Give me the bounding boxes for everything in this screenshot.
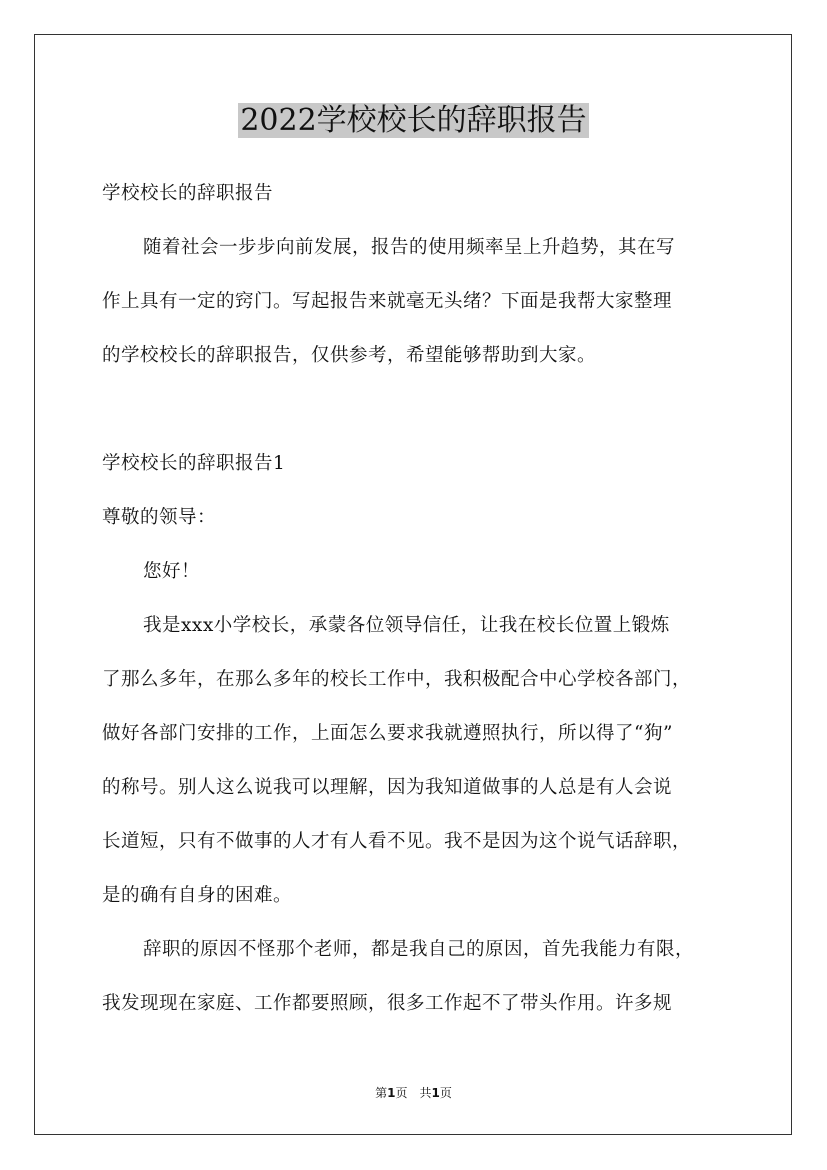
paragraph-line: 的称号。别人这么说我可以理解，因为我知道做事的人总是有人会说 — [102, 777, 673, 798]
intro-line: 作上具有一定的窍门。写起报告来就毫无头绪？下面是我帮大家整理 — [102, 291, 673, 312]
document-subtitle: 学校校长的辞职报告 — [102, 183, 274, 204]
paragraph-line: 是的确有自身的困难。 — [102, 885, 293, 906]
document-title-text: 2022学校校长的辞职报告 — [240, 103, 587, 138]
footer-page-prefix: 第 — [375, 1086, 388, 1100]
document-title — [0, 100, 827, 142]
paragraph-line: 做好各部门安排的工作，上面怎么要求我就遵照执行，所以得了“狗” — [102, 723, 673, 744]
paragraph-line: 辞职的原因不怪那个老师，都是我自己的原因，首先我能力有限， — [143, 939, 695, 960]
page-footer — [0, 1084, 827, 1101]
footer-page-suffix: 页 — [439, 1086, 452, 1100]
intro-line: 随着社会一步步向前发展，报告的使用频率呈上升趋势，其在写 — [143, 237, 676, 258]
footer-page-number: 1 — [387, 1086, 396, 1100]
footer-total-pages: 1 — [431, 1086, 440, 1100]
paragraph-line: 我发现现在家庭、工作都要照顾，很多工作起不了带头作用。许多规 — [102, 993, 673, 1014]
salutation: 尊敬的领导： — [102, 507, 217, 528]
paragraph-line: 我是xxx小学校长，承蒙各位领导信任，让我在校长位置上锻炼 — [143, 615, 670, 636]
footer-page-mid: 页 共 — [395, 1086, 432, 1100]
paragraph-line: 长道短，只有不做事的人才有人看不见。我不是因为这个说气话辞职， — [102, 831, 692, 852]
intro-line: 的学校校长的辞职报告，仅供参考，希望能够帮助到大家。 — [102, 345, 597, 366]
paragraph-line: 了那么多年，在那么多年的校长工作中，我积极配合中心学校各部门， — [102, 669, 692, 690]
section-heading: 学校校长的辞职报告1 — [102, 453, 286, 474]
greeting: 您好！ — [143, 561, 201, 582]
